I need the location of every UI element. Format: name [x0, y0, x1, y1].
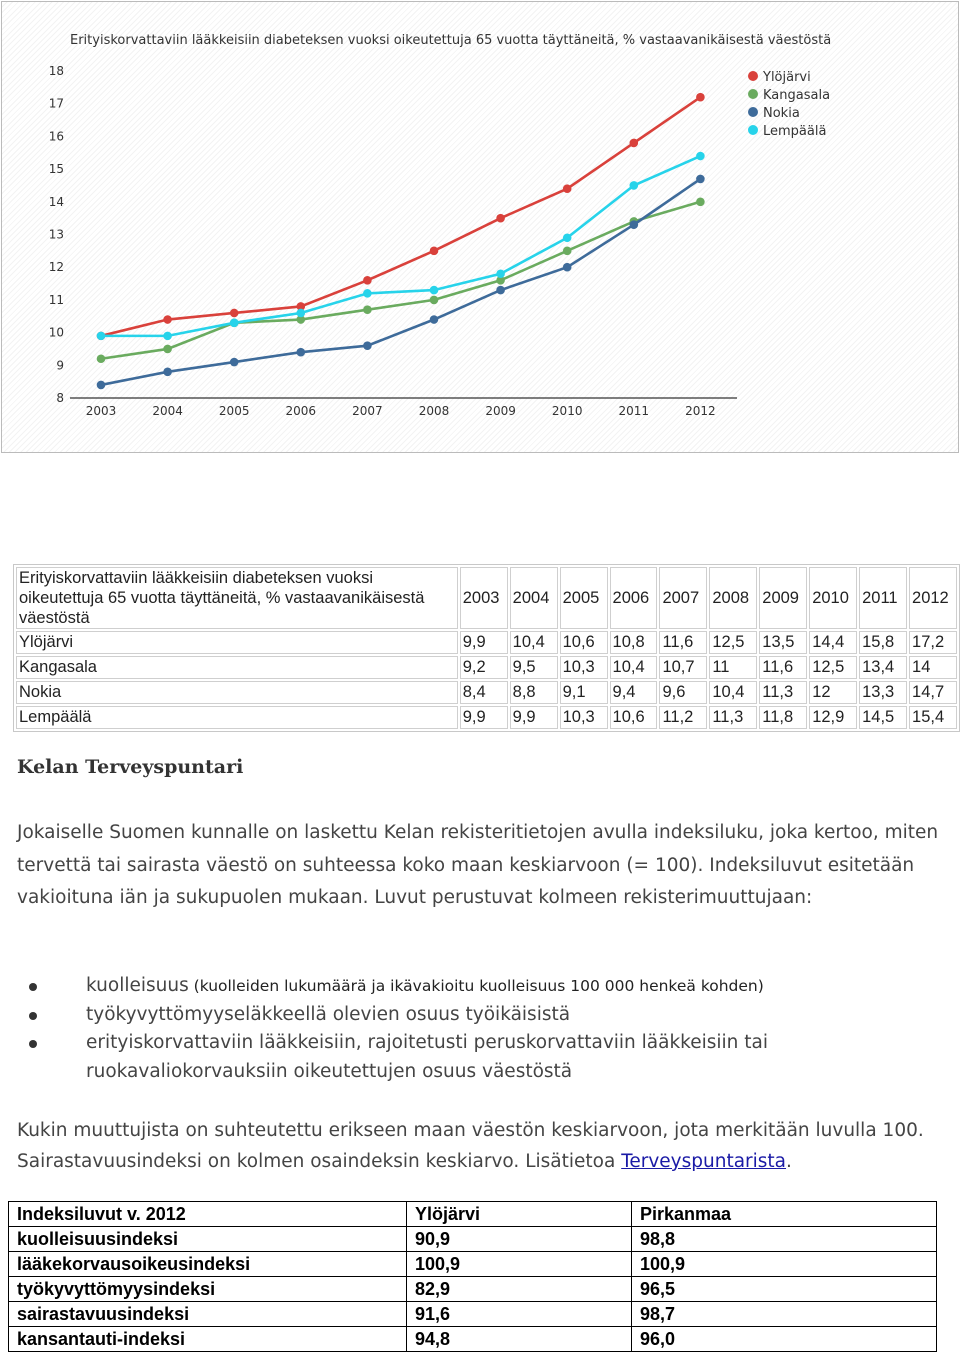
diabetes-data-table — [13, 564, 960, 732]
list-item-text: työkyvyttömyyseläkkeellä olevien osuus työikäisistä — [86, 1003, 571, 1025]
data-point — [496, 214, 505, 223]
table-cell: 13,3 — [859, 681, 907, 704]
table-cell: 12 — [809, 681, 857, 704]
data-point — [496, 269, 505, 278]
table-row — [9, 1252, 937, 1277]
y-tick-label: 11 — [48, 292, 64, 307]
x-tick-label: 2005 — [218, 404, 250, 418]
table-cell: 8,4 — [460, 681, 508, 704]
year-header: 2011 — [859, 567, 907, 629]
index-cell: työkyvyttömyysindeksi — [9, 1277, 407, 1302]
y-tick-label: 18 — [48, 64, 64, 78]
table-row — [16, 681, 957, 704]
table-cell: 15,4 — [909, 706, 957, 729]
table-cell: 13,5 — [759, 631, 807, 654]
y-tick-label: 13 — [48, 227, 64, 242]
table-cell: 11,3 — [709, 706, 757, 729]
data-point — [696, 93, 705, 102]
data-point — [430, 315, 439, 324]
year-header: 2010 — [809, 567, 857, 629]
table-cell: 11,6 — [659, 631, 707, 654]
legend-label: Ylöjärvi — [763, 70, 811, 85]
bullet-dot-icon — [29, 983, 37, 991]
bullet-dot-icon — [29, 1040, 37, 1048]
x-tick-label: 2003 — [85, 404, 117, 418]
data-point — [363, 341, 372, 350]
list-item-note: (kuolleiden lukumäärä ja ikävakioitu kuolleisuus 100 000 henkeä kohden) — [188, 977, 764, 995]
row-label: Nokia — [16, 681, 458, 704]
index-cell: kansantauti-indeksi — [9, 1327, 407, 1352]
data-point — [563, 263, 572, 272]
table-cell: 11,8 — [759, 706, 807, 729]
line-chart — [2, 2, 958, 452]
data-point — [230, 358, 239, 367]
table-row — [9, 1327, 937, 1352]
y-tick-label: 16 — [48, 129, 64, 144]
data-point — [630, 181, 639, 190]
table-cell: 11,2 — [659, 706, 707, 729]
year-header: 2007 — [659, 567, 707, 629]
index-cell: lääkekorvausoikeusindeksi — [9, 1252, 407, 1277]
y-tick-label: 15 — [48, 162, 64, 177]
data-point — [363, 289, 372, 298]
x-tick-label: 2008 — [418, 404, 450, 418]
legend-marker — [748, 71, 758, 81]
legend-marker — [748, 125, 758, 135]
year-header: 2005 — [560, 567, 608, 629]
intro-paragraph: Jokaiselle Suomen kunnalle on laskettu Kelan rekisteritietojen avulla indeksiluku, joka kertoo, miten tervettä tai sairasta väestö on suhteessa koko maan keskiarvoon (= 100). Indeksiluvut esitetään vakioituna iän ja sukupuolen mukaan. Luvut perustuvat kolmeen rekisterimuuttujaan: — [17, 822, 939, 908]
y-tick-label: 8 — [56, 391, 64, 405]
x-tick-label: 2004 — [152, 404, 183, 418]
table-cell: 9,9 — [510, 706, 558, 729]
table-cell: 9,6 — [659, 681, 707, 704]
data-point — [230, 309, 239, 318]
data-point — [163, 332, 172, 341]
index-cell: 96,0 — [632, 1327, 937, 1352]
table-cell: 14,4 — [809, 631, 857, 654]
index-cell: 82,9 — [407, 1277, 632, 1302]
index-cell: sairastavuusindeksi — [9, 1302, 407, 1327]
bullet-dot-icon — [29, 1012, 37, 1020]
data-point — [563, 233, 572, 242]
index-cell: 91,6 — [407, 1302, 632, 1327]
table-row — [9, 1302, 937, 1327]
x-tick-label: 2011 — [618, 404, 650, 418]
table-cell: 9,1 — [560, 681, 608, 704]
chart-title: Erityiskorvattaviin lääkkeisiin diabeteksen vuoksi oikeutettuja 65 vuotta täyttäneitä, % vastaavanikäisestä väestöstä — [70, 33, 832, 48]
data-point — [696, 198, 705, 207]
x-tick-label: 2012 — [685, 404, 716, 418]
table-row — [16, 706, 957, 729]
table-cell: 10,4 — [610, 656, 658, 679]
index-header-cell: Ylöjärvi — [407, 1202, 632, 1227]
table-header-label: Erityiskorvattaviin lääkkeisiin diabeteksen vuoksi oikeutettuja 65 vuotta täyttäneitä, % vastaavanikäisestä väestöstä — [16, 567, 458, 629]
data-point — [97, 381, 106, 390]
index-cell: 90,9 — [407, 1227, 632, 1252]
table-cell: 9,9 — [460, 706, 508, 729]
index-cell: kuolleisuusindeksi — [9, 1227, 407, 1252]
index-cell: 96,5 — [632, 1277, 937, 1302]
table-cell: 10,4 — [510, 631, 558, 654]
index-header-row — [9, 1202, 937, 1227]
data-point — [230, 318, 239, 327]
data-point — [163, 345, 172, 354]
data-point — [563, 247, 572, 256]
closing-end: . — [786, 1151, 792, 1172]
table-cell: 10,6 — [560, 631, 608, 654]
chart-panel — [1, 1, 959, 453]
table-header-row — [16, 567, 957, 629]
y-tick-label: 12 — [48, 260, 64, 275]
y-tick-label: 10 — [48, 325, 64, 340]
index-header-cell: Indeksiluvut v. 2012 — [9, 1202, 407, 1227]
index-cell: 100,9 — [632, 1252, 937, 1277]
data-point — [630, 220, 639, 229]
data-point — [696, 175, 705, 184]
data-point — [297, 348, 306, 357]
table-cell: 12,5 — [809, 656, 857, 679]
data-point — [430, 296, 439, 305]
index-table — [8, 1201, 937, 1352]
year-header: 2008 — [709, 567, 757, 629]
x-tick-label: 2009 — [485, 404, 516, 418]
table-row — [9, 1277, 937, 1302]
data-point — [297, 309, 306, 318]
year-header: 2006 — [610, 567, 658, 629]
x-tick-label: 2006 — [285, 404, 317, 418]
series-line — [101, 202, 700, 359]
closing-text: Kukin muuttujista on suhteutettu erikseen maan väestön keskiarvoon, jota merkitään luvulla 100. Sairastavuusindeksi on kolmen osaindeksin keskiarvo. Lisätietoa — [17, 1120, 924, 1172]
legend-marker — [748, 89, 758, 99]
section-heading: Kelan Terveyspuntari — [17, 756, 244, 778]
table-row — [16, 631, 957, 654]
table-cell: 15,8 — [859, 631, 907, 654]
table-row — [16, 656, 957, 679]
index-header-cell: Pirkanmaa — [632, 1202, 937, 1227]
series-line — [101, 156, 700, 336]
table-cell: 9,9 — [460, 631, 508, 654]
year-header: 2004 — [510, 567, 558, 629]
table-cell: 9,5 — [510, 656, 558, 679]
data-point — [363, 305, 372, 314]
table-cell: 10,6 — [610, 706, 658, 729]
year-header: 2012 — [909, 567, 957, 629]
table-cell: 10,3 — [560, 656, 608, 679]
data-point — [163, 315, 172, 324]
data-point — [97, 354, 106, 363]
list-item — [17, 1001, 947, 1030]
x-tick-label: 2007 — [352, 404, 383, 418]
index-cell: 94,8 — [407, 1327, 632, 1352]
list-item — [17, 1029, 947, 1086]
legend-label: Kangasala — [763, 88, 831, 103]
table-row — [9, 1227, 937, 1252]
terveyspuntari-link[interactable]: Terveyspuntarista — [621, 1151, 787, 1172]
row-label: Ylöjärvi — [16, 631, 458, 654]
table-cell: 8,8 — [510, 681, 558, 704]
table-cell: 14 — [909, 656, 957, 679]
table-cell: 10,8 — [610, 631, 658, 654]
index-cell: 98,7 — [632, 1302, 937, 1327]
index-cell: 100,9 — [407, 1252, 632, 1277]
table-cell: 13,4 — [859, 656, 907, 679]
table-cell: 11,3 — [759, 681, 807, 704]
y-tick-label: 9 — [56, 358, 64, 373]
table-cell: 12,9 — [809, 706, 857, 729]
y-tick-label: 14 — [48, 194, 64, 209]
y-tick-label: 17 — [48, 96, 64, 111]
table-cell: 14,7 — [909, 681, 957, 704]
series-line — [101, 97, 700, 336]
table-cell: 10,4 — [709, 681, 757, 704]
closing-paragraph — [17, 1115, 942, 1177]
row-label: Kangasala — [16, 656, 458, 679]
data-point — [430, 247, 439, 256]
table-cell: 14,5 — [859, 706, 907, 729]
x-tick-label: 2010 — [551, 404, 583, 418]
legend-label: Lempäälä — [763, 124, 827, 139]
list-item-text: erityiskorvattaviin lääkkeisiin, rajoitetusti peruskorvattaviin lääkkeisiin tai ruokavaliokorvauksiin oikeutettujen osuus väestöstä — [86, 1032, 769, 1082]
row-label: Lempäälä — [16, 706, 458, 729]
data-point — [163, 368, 172, 377]
year-header: 2009 — [759, 567, 807, 629]
legend-label: Nokia — [763, 106, 800, 121]
list-item-text: kuolleisuus — [86, 975, 189, 996]
table-cell: 12,5 — [709, 631, 757, 654]
data-point — [363, 276, 372, 285]
data-point — [97, 332, 106, 341]
data-point — [430, 286, 439, 295]
table-cell: 10,7 — [659, 656, 707, 679]
table-cell: 10,3 — [560, 706, 608, 729]
variable-list — [17, 972, 947, 1086]
year-header: 2003 — [460, 567, 508, 629]
table-cell: 17,2 — [909, 631, 957, 654]
data-point — [496, 286, 505, 295]
data-point — [696, 152, 705, 161]
data-point — [630, 139, 639, 148]
table-cell: 9,4 — [610, 681, 658, 704]
table-cell: 11,6 — [759, 656, 807, 679]
index-cell: 98,8 — [632, 1227, 937, 1252]
series-line — [101, 179, 700, 385]
table-cell: 9,2 — [460, 656, 508, 679]
list-item — [17, 972, 947, 1001]
legend-marker — [748, 107, 758, 117]
table-cell: 11 — [709, 656, 757, 679]
data-point — [563, 184, 572, 193]
